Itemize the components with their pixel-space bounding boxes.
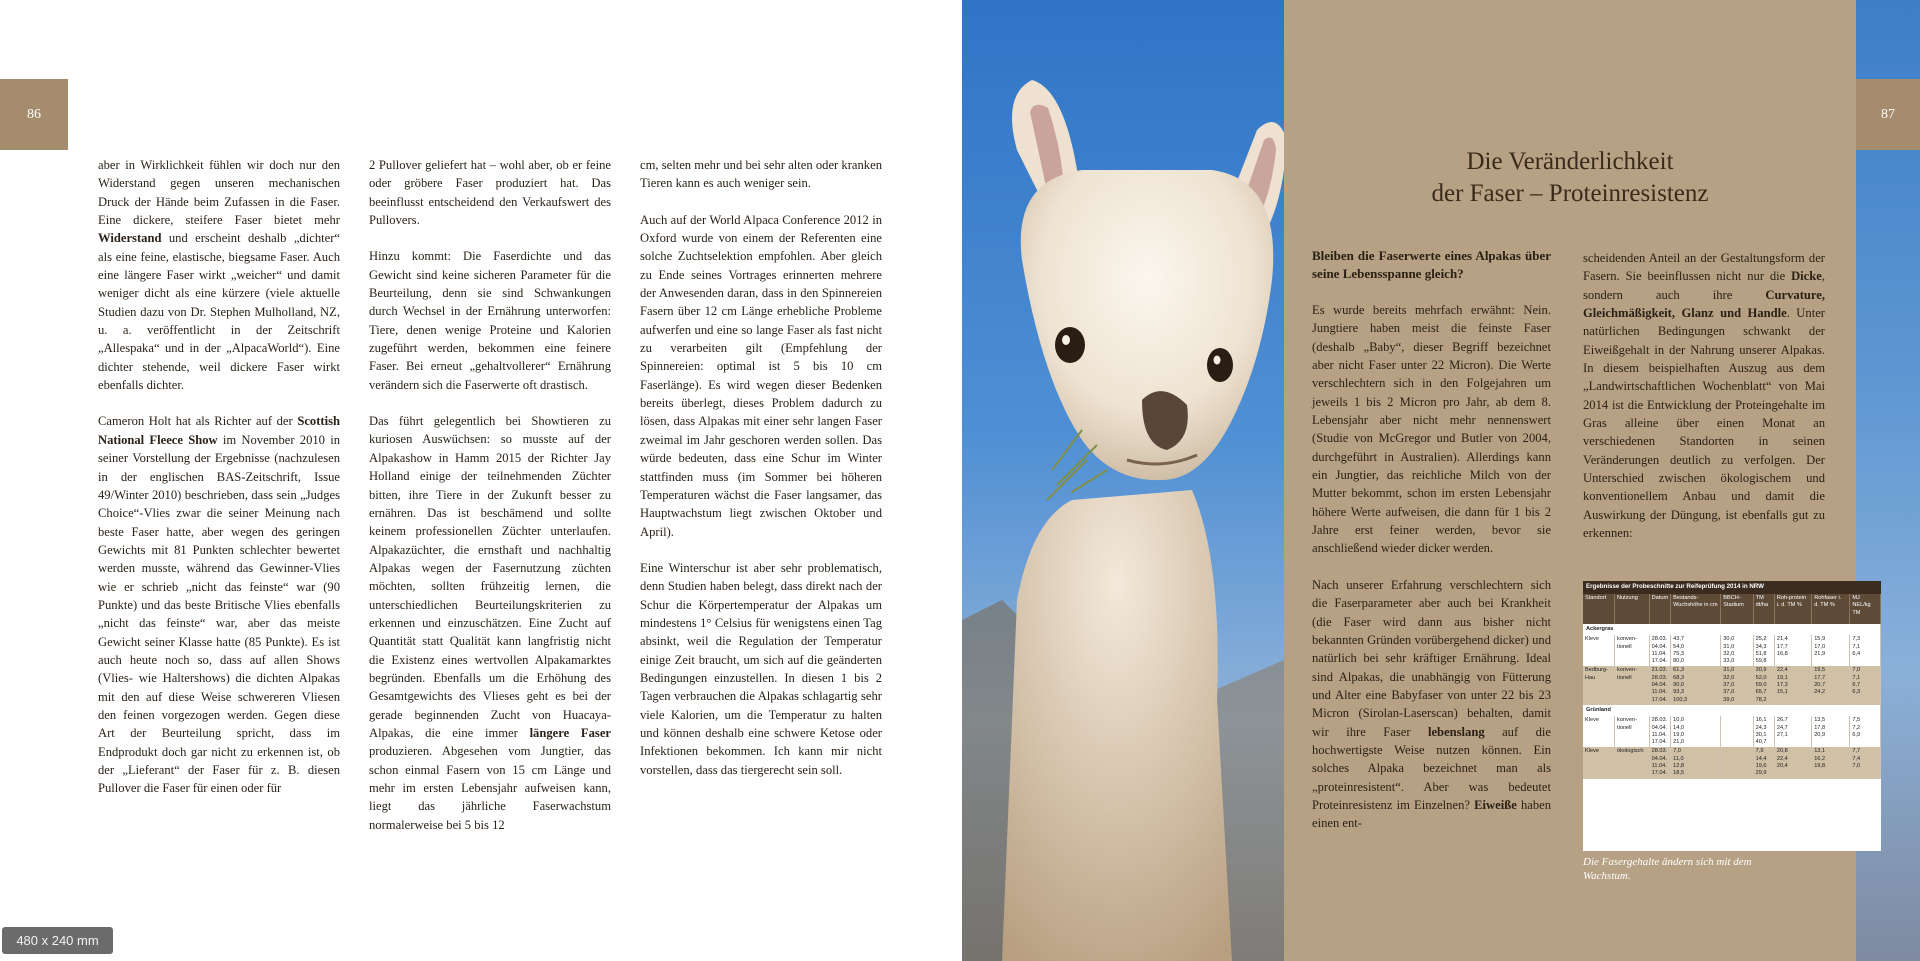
- text-segment: Nach unserer Erfahrung verschlechtern sich die Faserparameter aber auch bei Krankheit (die Faser wird dann aus bisher nicht bekannten Gründen vorübergehend dicker) und natürlich bei sehr kräftiger Ernährung. Ideal sind Alpakas, die unabhängig von Fütterung und Alter eine Babyfaser von unter 22 bis 23 Micron (Sirolan-Laserscan) behalten, damit wir ihre Faser: [1312, 577, 1551, 739]
- table-cell: [1721, 716, 1753, 747]
- page-number-left: 86: [0, 79, 68, 150]
- table-cell: 43,7 54,0 75,3 80,0: [1671, 635, 1721, 666]
- table-cell: 21.03. 28.03. 04.04. 11.04. 17.04.: [1649, 666, 1670, 704]
- paragraph: [369, 156, 611, 229]
- table-caption: Die Fasergehalte ändern sich mit dem Wachstum.: [1583, 856, 1752, 882]
- text-segment: . Unter natürlichen Bedingungen schwankt der Eiweißgehalt in der Nahrung unserer Alpakas. In diesem beispielhaften Auszug aus dem „Landwirtschaftlichen Wochenblatt“ von Mai 2014 ist die Entwicklung der Proteingehalte im Gras alleine über einen Monat an verschiedenen Standorten in seinen Veränderungen deutlich zu verfolgen. Der Unterschied zwischen ökologischem und konventionellem Anbau und damit die Auswirkung der Düngung, ist ebenfalls gut zu erkennen:: [1583, 306, 1825, 541]
- paragraph: [98, 156, 340, 394]
- table-cell: 28.03. 04.04. 11.04. 17.04.: [1649, 635, 1670, 666]
- text-segment: Eine Winterschur ist aber sehr problematisch, denn Studien haben belegt, dass direkt nach der Schur die Körpertemperatur der Alpakas um mindestens 1° Celsius für wenigstens einen Tag absinkt, weil die Regulation der Temperatur einige Zeit braucht, um sich auf die geänderten Bedingungen einzustellen. In diesen 1 bis 2 Tagen verbrauchen die Alpakas schlagartig sehr viele Kalorien, um die Temperatur zu halten und können deshalb eine schwere Ketose oder Infektionen bekommen. Ich kann mir nicht vorstellen, dass das tiergerecht sein soll.: [640, 560, 882, 777]
- table-cell: 25,2 34,3 51,8 59,8: [1753, 635, 1774, 666]
- table-cell: 7,0 7,1 6,7 6,3: [1850, 666, 1881, 704]
- table-cell: 61,3 68,3 90,0 93,3 100,3: [1671, 666, 1721, 704]
- paragraph: [640, 156, 882, 193]
- table-cell: ökologisch: [1615, 747, 1650, 778]
- table-cell: 20,8 22,4 20,4: [1774, 747, 1811, 778]
- page-number-right: 87: [1856, 79, 1920, 150]
- right-text-column-2: [1583, 249, 1825, 561]
- table-cell: Kleve: [1583, 747, 1615, 778]
- right-text-column-1: [1312, 247, 1551, 851]
- table-cell: Kleve: [1583, 716, 1615, 747]
- bold-text: Curvature, Gleichmäßigkeit, Glanz und Handle: [1583, 287, 1825, 321]
- table-cell: 7,5 7,2 6,9: [1850, 716, 1881, 747]
- table-header-cell: Nutzung: [1615, 594, 1650, 624]
- bold-text: lebenslang: [1427, 724, 1485, 739]
- text-segment: Hinzu kommt: Die Faserdichte und das Gewicht sind keine sicheren Parameter für die Beurteilung, denn sie sind Schwankungen durch Wechsel in der Ernährung unterworfen: Tiere, denen wenige Proteine und Kalorien zugeführt werden, bekommen eine feinere Faser. Bei erneut „gehaltvollerer“ Ernährung verändern sich die Faserwerte oft drastisch.: [369, 249, 611, 392]
- text-column-3: [640, 156, 882, 797]
- bold-text: längere Faser: [529, 725, 611, 740]
- paragraph: [1312, 576, 1551, 833]
- table-cell: konven-tionell: [1615, 635, 1650, 666]
- table-header-cell: BBCH-Stadium: [1721, 594, 1753, 624]
- paragraph: [640, 211, 882, 541]
- right-column-1-body: [1312, 301, 1551, 833]
- results-table-grid: [1583, 594, 1881, 779]
- table-cell: 13,1 16,2 19,8: [1812, 747, 1850, 778]
- table-cell: 10,0 14,0 19,0 21,0: [1671, 716, 1721, 747]
- text-segment: haben einen ent-: [1312, 797, 1552, 831]
- alpaca-illustration: [962, 0, 1284, 961]
- alpaca-photo: [962, 0, 1284, 961]
- table-cell: 15,9 17,0 21,9: [1812, 635, 1850, 666]
- size-badge: 480 x 240 mm: [2, 927, 113, 954]
- text-segment: aber in Wirklichkeit fühlen wir doch nur den Widerstand gegen unseren mechanischen Druck der Hände beim Zufassen in die Faser. Eine dickere, steifere Faser bietet mehr: [98, 158, 340, 228]
- table-group-row: [1583, 624, 1881, 635]
- table-row: [1583, 716, 1881, 747]
- question-subhead: Bleiben die Faserwerte eines Alpakas über seine Lebensspanne gleich?: [1312, 248, 1551, 281]
- text-segment: 2 Pullover geliefert hat – wohl aber, ob er feine oder gröbere Faser produziert hat. Das beeinflusst entscheidend den Verkaufswert des Pullovers.: [369, 158, 611, 228]
- table-cell: 7,7 7,4 7,0: [1850, 747, 1881, 778]
- table-cell: 19,5 17,7 20,7 24,2: [1812, 666, 1850, 704]
- table-header-cell: Rohfaser i. d. TM %: [1812, 594, 1850, 624]
- table-cell: Bedburg-Hau: [1583, 666, 1615, 704]
- paragraph: [98, 412, 340, 797]
- table-cell: 26,7 24,7 27,1: [1774, 716, 1811, 747]
- table-title: Ergebnisse der Probeschnitte zur Reifeprüfung 2014 in NRW: [1583, 581, 1881, 594]
- table-cell: Kleve: [1583, 635, 1615, 666]
- paragraph: [640, 559, 882, 779]
- text-segment: Das führt gelegentlich bei Showtieren zu kuriosen Auswüchsen: so musste auf der Alpakashow in Hamm 2015 der Richter Jay Holland einige der teilnehmenden Züchter bitten, ihre Tiere in der Zukunft besser zu ernähren. Das ist beschämend und sollte keinem professionellen Züchter unterlaufen. Alpakazüchter, die ernsthaft und nachhaltig Alpakas wegen der Fasernutzung züchten möchten, sollten frühzeitig lernen, die unterschiedlichen Beurteilungskriterien zu erkennen und einzuschätzen. Eine Zucht auf Quantität statt Qualität kann langfristig nicht die Existenz eines wertvollen Alpakamarktes begründen. Ebenfalls um die Erhöhung des Gesamtgewichts des Vlieses geht es bei der gerade beginnenden Zucht von Huacaya-Alpakas, die eine immer: [369, 414, 611, 740]
- bold-text: Eiweiße: [1474, 797, 1517, 812]
- paragraph: [369, 412, 611, 834]
- text-segment: Auch auf der World Alpaca Conference 2012 in Oxford wurde von einem der Referenten eine solche Zuchtselektion empfohlen. Aber gleich zu Ende seines Vortrages erinnerten mehrere der Anwesenden daran, dass in den Spinnereien Fasern über 12 cm Länge erhebliche Probleme aufwerfen und eine so lange Faser als fast nicht zu verarbeiten gilt (Empfehlung der Spinnereien: optimal ist 5 bis 10 cm Faserlänge). Es wird wegen dieser Bedenken bereits überlegt, dieses Problem dadurch zu lösen, dass Alpakas mit einer sehr langen Faser zweimal im Jahr geschoren werden sollen. Das würde bedeuten, dass eine Schur im Winter stattfinden muss (im Sommer bei höheren Temperaturen wächst die Faser langsamer, das Hauptwachstum liegt zwischen Oktober und April).: [640, 212, 882, 539]
- chapter-title: [1320, 146, 1820, 210]
- text-segment: , sondern auch ihre: [1583, 269, 1825, 302]
- table-cell: 16,1 24,3 30,1 40,7: [1753, 716, 1774, 747]
- text-segment: Es wurde bereits mehrfach erwähnt: Nein. Jungtiere haben meist die feinste Faser (deshalb „Baby“, dieser Begriff bezeichnet aber nicht Faser unter 22 Micron). Die Werte verschlechtern sich in den Folgejahren um jeweils 1 bis 2 Micron pro Jahr, ab dem 8. Lebensjahr aber nicht mehr nennenswert (Studie von McGregor und Butler von 2004, durchgeführt in Australien). Allerdings kann ein Jungtier, das reichliche Milch von der Mutter bekommt, schon im ersten Lebensjahr höhere Werte aufweisen, die dann für 1 bis 2 Jahre erst feiner werden, bevor sie anschließend wieder dicker werden.: [1312, 303, 1551, 556]
- table-cell: 30,9 52,0 59,0 65,7 78,2: [1753, 666, 1774, 704]
- table-cell: konven-tionell: [1615, 716, 1650, 747]
- paragraph: [1312, 301, 1551, 558]
- text-segment: im November 2010 in seiner Vorstellung der Ergebnisse (nachzulesen in der englischen BAS-Zeitschrift, Issue 49/Winter 2010) beschrieben, dass sein „Judges Choice“-Vlies zwar die seiner Meinung nach beste Faser hatte, aber wegen des geringen Gewichts mit 81 Punkten schlechter bewertet werden musste, während das Gewinner-Vlies wie er schrieb „nicht das feinste“ war (90 Punkte) und das beste Britische Vlies ebenfalls „nicht das feinste“ war, aber das meiste Gewicht seiner Klasse hatte (85 Punkte). Es ist auch heute noch so, dass auf allen Shows (Vlies- wie Haltershows) die dichten Alpakas mit den auf diese Weise schwereren Vliesen den feinen vorgezogen werden. Gegen diese Art der Beurteilung spricht, dass im Endprodukt doch gar nicht zu erkennen ist, ob der „Lieferant“ der Faser für z. B. diesen Pullover die Faser für einen oder für: [98, 432, 340, 796]
- title-line-2: der Faser – Proteinresistenz: [1431, 180, 1709, 207]
- table-cell: 30,0 31,0 32,0 33,0: [1721, 635, 1753, 666]
- table-group-row: [1583, 705, 1881, 716]
- table-cell: [1721, 747, 1753, 778]
- table-header-cell: TM dt/ha: [1753, 594, 1774, 624]
- bold-text: Widerstand: [98, 231, 162, 246]
- table-header-cell: Datum: [1649, 594, 1670, 624]
- table-group-label: Ackergras: [1583, 624, 1881, 635]
- bold-text: Scottish National Fleece Show: [98, 414, 340, 447]
- table-cell: 7,0 11,0 12,8 18,5: [1671, 747, 1721, 778]
- table-cell: 31,0 32,0 37,0 37,0 39,0: [1721, 666, 1753, 704]
- text-column-2: [369, 156, 611, 852]
- bold-text: Dicke: [1791, 269, 1822, 284]
- table-row: [1583, 635, 1881, 666]
- table-cell: 28.03. 04.04. 11.04. 17.04.: [1649, 716, 1670, 747]
- text-segment: produzieren. Abgesehen vom Jungtier, das schon einmal Fasern von 15 cm Länge und mehr im ersten Lebensjahr aufweisen kann, liegt das jährliche Faserwachstum normalerweise bei 5 bis 12: [369, 744, 611, 832]
- table-header-cell: Roh-protein i. d. TM %: [1774, 594, 1811, 624]
- table-cell: 13,5 17,8 20,9: [1812, 716, 1850, 747]
- text-segment: auf die hochwertigste Weise nutzen können. Ein solches Alpaka bezeichnet man als „proteinresistent“. Aber was bedeutet Proteinresistenz im Einzelnen?: [1312, 724, 1552, 812]
- table-cell: 7,3 7,1 6,4: [1850, 635, 1881, 666]
- table-header-cell: MJ NEL/kg TM: [1850, 594, 1881, 624]
- paragraph: [369, 247, 611, 394]
- text-segment: und erscheint deshalb „dichter“ als eine feine, elastische, biegsame Faser. Auch eine längere Faser wirkt „weicher“ und damit weniger dicht als eine kürzere (viele aktuelle Studien dazu von Dr. Stephen Mulholland, NZ, u. a. veröffentlicht in der Zeitschrift „Allespaka“ und in der „AlpacaWorld“). Eine dichter stehende, weil dickere Faser wirkt ebenfalls dichter.: [98, 231, 340, 393]
- table-header-cell: Bestands-Wuchshöhe in cm: [1671, 594, 1721, 624]
- title-line-1: Die Veränderlichkeit: [1466, 148, 1674, 175]
- table-row: [1583, 666, 1881, 704]
- table-cell: 28.03. 04.04. 11.04. 17.04.: [1649, 747, 1670, 778]
- table-row: [1583, 747, 1881, 778]
- table-cell: 7,9 14,4 19,6 29,9: [1753, 747, 1774, 778]
- table-cell: 21,4 17,7 16,8: [1774, 635, 1811, 666]
- paragraph: [1583, 249, 1825, 543]
- table-cell: konven-tionell: [1615, 666, 1650, 704]
- table-header-cell: Standort: [1583, 594, 1615, 624]
- table-group-label: Grünland: [1583, 705, 1881, 716]
- results-table: [1583, 581, 1881, 851]
- text-segment: Cameron Holt hat als Richter auf der: [98, 414, 298, 429]
- text-segment: cm, selten mehr und bei sehr alten oder kranken Tieren kann es auch weniger sein.: [640, 158, 882, 191]
- text-column-1: [98, 156, 340, 816]
- table-cell: 22,4 19,1 17,3 15,1: [1774, 666, 1811, 704]
- text-segment: scheidenden Anteil an der Gestaltungsform der Fasern. Sie beeinflussen nicht nur die: [1583, 251, 1825, 284]
